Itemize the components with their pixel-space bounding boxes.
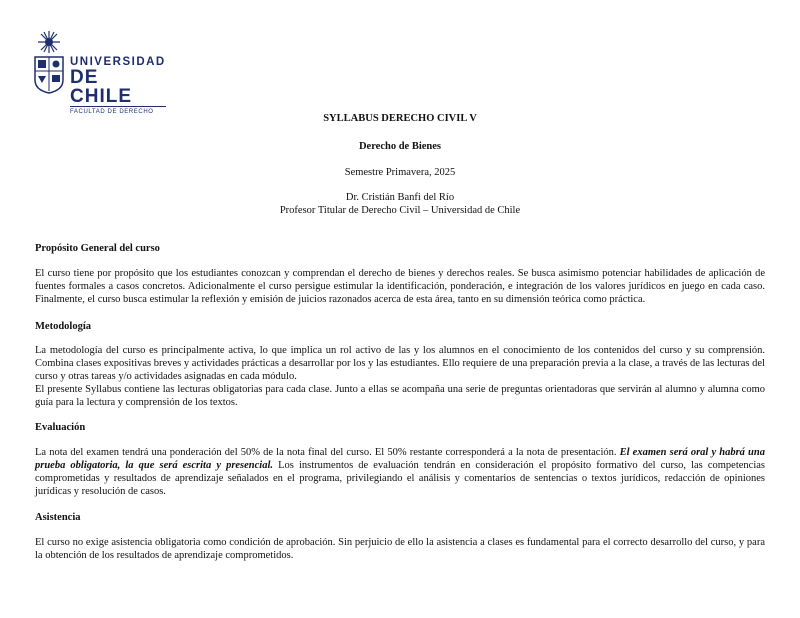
star-emblem-icon bbox=[36, 30, 62, 54]
logo-university-text: UNIVERSIDAD bbox=[70, 56, 166, 68]
section-heading-metodologia: Metodología bbox=[35, 321, 91, 332]
section-heading-proposito: Propósito General del curso bbox=[35, 243, 160, 254]
evaluacion-text-after: Los instrumentos de evaluación tendrán en consideración el propósito formativo del curso, las competencias comprometidas y resultados de aprendizaje señalados en el programa, privilegiando el análisis y comentarios de sentencias o textos jurídicos, redacción de opiniones jurídicas y resolución de casos. bbox=[35, 460, 765, 497]
section-text-proposito bbox=[35, 267, 765, 306]
document-title: SYLLABUS DERECHO CIVIL V bbox=[323, 113, 477, 124]
section-text-evaluacion bbox=[35, 446, 765, 498]
evaluacion-emphasis: El examen será oral y habrá una prueba obligatoria, la que será escrita y presencial. bbox=[35, 447, 765, 471]
evaluacion-paragraph bbox=[35, 446, 765, 498]
professor-role: Profesor Titular de Derecho Civil – Universidad de Chile bbox=[279, 205, 521, 216]
section-text-asistencia bbox=[35, 536, 765, 562]
section-text-metodologia bbox=[35, 344, 765, 409]
evaluacion-text-before: La nota del examen tendrá una ponderación del 50% de la nota final del curso. El 50% restante corresponderá a la nota de presentación. bbox=[35, 447, 620, 458]
university-logo bbox=[30, 30, 166, 115]
document-subtitle: Derecho de Bienes bbox=[358, 141, 442, 152]
section-heading-evaluacion: Evaluación bbox=[35, 422, 86, 433]
shield-icon bbox=[34, 56, 64, 94]
asistencia-paragraph: El curso no exige asistencia obligatoria como condición de aprobación. Sin perjuicio de ello la asistencia a clases es fundamental para el correcto desarrollo del curso, y para la obtención de los resultados de aprendizaje comprometidos. bbox=[35, 537, 765, 561]
logo-name-text: DE CHILE bbox=[70, 67, 132, 107]
semester-text: Semestre Primavera, 2025 bbox=[344, 167, 456, 178]
logo-faculty-text: FACULTAD DE DERECHO bbox=[70, 106, 166, 116]
section-heading-asistencia: Asistencia bbox=[35, 512, 81, 523]
professor-name: Dr. Cristián Banfi del Río bbox=[345, 192, 455, 203]
metodologia-paragraph-2: El presente Syllabus contiene las lecturas obligatorias para cada clase. Junto a ellas se acompaña una serie de preguntas orientadoras que servirán al alumno y alumna como guía para la lectura y comprensión de los textos. bbox=[35, 384, 765, 408]
proposito-paragraph: El curso tiene por propósito que los estudiantes conozcan y comprendan el derecho de bienes y derechos reales. Se busca asimismo potenciar habilidades de aplicación de fuentes formales a casos concretos. Adicionalmente el curso persigue estimular la identificación, ponderación, e integración de los valores jurídicos en juego en cada caso. Finalmente, el curso busca estimular la reflexión y emisión de juicios razonados acerca de esta área, tanto en su dimensión teórica como práctica. bbox=[35, 268, 765, 305]
metodologia-paragraph-1: La metodología del curso es principalmente activa, lo que implica un rol activo de las y los alumnos en el conocimiento de los contenidos del curso y su comprensión. Combina clases expositivas breves y actividades prácticas a desarrollar por los y las estudiantes. Ello requiere de una preparación previa a la clase, a través de las lecturas del curso y otras tareas y/o actividades asignadas en cada módulo. bbox=[35, 345, 765, 382]
